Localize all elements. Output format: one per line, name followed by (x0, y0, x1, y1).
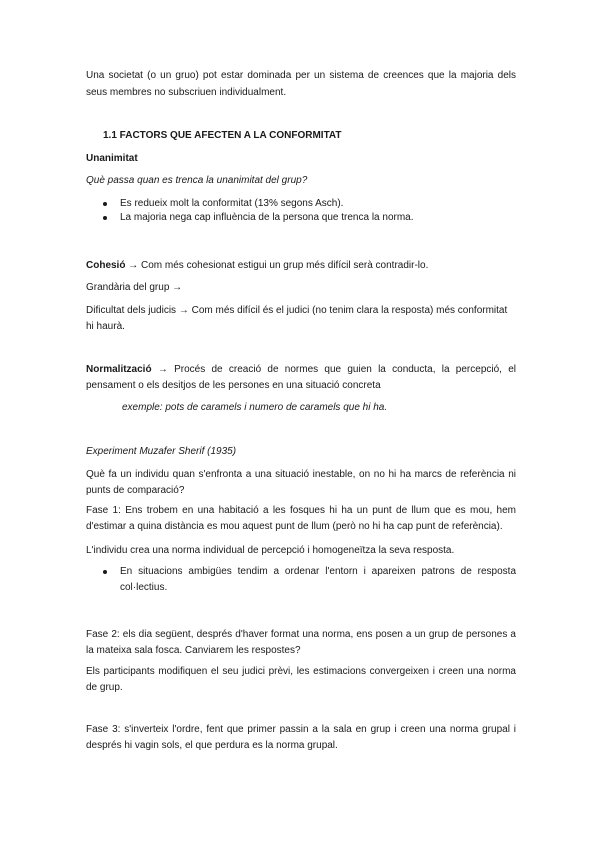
normalitzacio-paragraph (86, 362, 516, 394)
bullet-icon (103, 570, 107, 574)
list-item: Es redueix molt la conformitat (13% segons Asch). (86, 197, 516, 211)
cohesio-text: → Com més cohesionat estigui un grup més difícil serà contradir-lo. (125, 260, 429, 271)
bullet-icon (103, 216, 107, 220)
list-item: La majoria nega cap influència de la persona que trenca la norma. (86, 211, 516, 225)
cohesio-paragraph (86, 258, 516, 273)
dificultat-paragraph: Dificultat dels judicis → Com més difícil és el judici (no tenim clara la resposta) més conformitat hi haurà. (86, 305, 508, 332)
participants-paragraph: Els participants modifiquen el seu judici prèvi, les estimacions convergeixen i creen una norma de grup. (86, 666, 516, 693)
normalitzacio-example: exemple: pots de caramels i numero de caramels que hi ha. (122, 402, 388, 413)
section-heading: 1.1 FACTORS QUE AFECTEN A LA CONFORMITAT (103, 130, 342, 141)
normalitzacio-term: Normalització (86, 364, 152, 375)
fase3-paragraph: Fase 3: s'inverteix l'ordre, fent que primer passin a la sala en grup i creen una norma grupal i després hi vagin sols, el que perdura es la norma grupal. (86, 724, 516, 751)
intro-paragraph: Una societat (o un gruo) pot estar dominada per un sistema de creences que la majoria dels seus membres no subscriuen individualment. (86, 70, 516, 98)
experiment-bullet-list (86, 564, 516, 596)
individu-paragraph: L'individu crea una norma individual de percepció i homogeneïtza la seva resposta. (86, 545, 455, 556)
fase1-paragraph: Fase 1: Ens trobem en una habitació a les fosques hi ha un punt de llum que es mou, hem d'estimar a quina distància es mou aquest punt de llum (però no hi ha cap punt de referència). (86, 505, 516, 532)
unanimitat-heading: Unanimitat (86, 153, 138, 164)
list-item: En situacions ambigües tendim a ordenar l'entorn i apareixen patrons de resposta col·lectius. (86, 564, 516, 596)
cohesio-term: Cohesió (86, 260, 126, 271)
unanimitat-question: Què passa quan es trenca la unanimitat del grup? (86, 175, 308, 186)
experiment-title: Experiment Muzafer Sherif (1935) (86, 446, 237, 457)
experiment-question: Què fa un individu quan s'enfronta a una situació inestable, on no hi ha marcs de referència ni punts de comparació? (86, 469, 516, 496)
unanimitat-bullet-list (86, 197, 516, 225)
grandaria-paragraph: Grandària del grup → (86, 282, 183, 293)
bullet-icon (103, 202, 107, 206)
normalitzacio-text: → Procés de creació de normes que guien la conducta, la percepció, el pensament o els desitjos de les persones en una situació concreta (86, 364, 516, 391)
fase2-paragraph: Fase 2: els dia següent, després d'haver format una norma, ens posen a un grup de persones a la mateixa sala fosca. Canviarem les respostes? (86, 629, 516, 656)
